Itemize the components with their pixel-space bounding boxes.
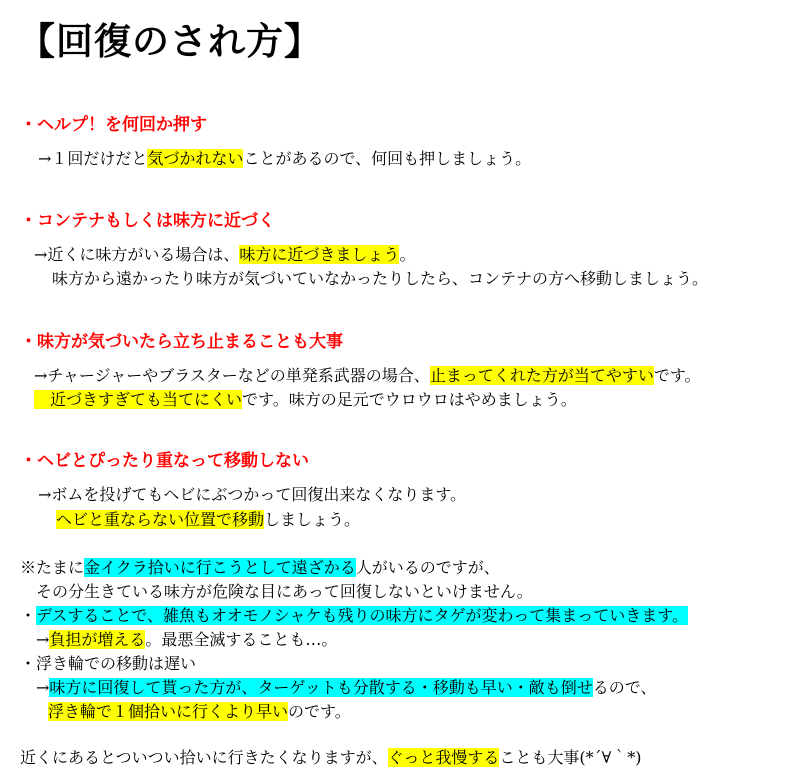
section-heading-help: ・ヘルプ！を何回か押す bbox=[20, 115, 207, 135]
text-segment: 人がいるのですが、 bbox=[355, 558, 500, 577]
text-segment: 。 bbox=[399, 245, 416, 264]
yellow-highlight: 味方に近づきましょう bbox=[239, 245, 400, 264]
text-segment: るので、 bbox=[592, 678, 657, 697]
yellow-highlight: 気づかれない bbox=[147, 149, 244, 168]
note-line-7 bbox=[48, 701, 351, 723]
yellow-highlight: 近づきすぎても当てにくい bbox=[34, 390, 243, 409]
text-segment: です。 bbox=[653, 366, 701, 385]
note-line-5: ・浮き輪での移動は遅い bbox=[20, 654, 197, 673]
note-line-1 bbox=[20, 557, 500, 579]
note-line-3 bbox=[20, 605, 688, 627]
text-segment: のです。 bbox=[288, 702, 351, 721]
text-segment: ことがあるので、何回も押しましょう。 bbox=[243, 149, 532, 168]
section-heading-approach: ・コンテナもしくは味方に近づく bbox=[20, 211, 275, 231]
text-segment: ことも大事(*´∀｀*) bbox=[499, 748, 642, 767]
text-segment: です。味方の足元でウロウロはやめましょう。 bbox=[242, 390, 577, 409]
note-line-4 bbox=[36, 629, 337, 651]
yellow-highlight: 止まってくれた方が当てやすい bbox=[429, 366, 654, 385]
text-segment: 近くにあるとついつい拾いに行きたくなりますが、 bbox=[20, 748, 388, 767]
yellow-highlight: ヘビと重ならない位置で移動 bbox=[56, 510, 265, 529]
text-segment: ・ bbox=[20, 606, 37, 625]
text-segment: 。最悪全滅することも…。 bbox=[145, 630, 338, 649]
note-line-6 bbox=[36, 677, 656, 699]
section-snake-line-1: →ボムを投げてもヘビにぶつかって回復出来なくなります。 bbox=[38, 485, 467, 504]
text-segment: →１回だけだと bbox=[38, 149, 148, 168]
page-title: 【回復のされ方】 bbox=[18, 20, 322, 63]
cyan-highlight: 味方に回復して貰った方が、ターゲットも分散する・移動も早い・敵も倒せ bbox=[49, 678, 593, 697]
text-segment: →チャージャーやブラスターなどの単発系武器の場合、 bbox=[34, 366, 430, 385]
text-segment: →近くに味方がいる場合は、 bbox=[34, 245, 240, 264]
yellow-highlight: 負担が増える bbox=[49, 630, 146, 649]
note-line-2: その分生きている味方が危険な目にあって回復しないといけません。 bbox=[36, 582, 533, 601]
section-approach-line-2: 味方から遠かったり味方が気づいていなかったりしたら、コンテナの方へ移動しましょう。 bbox=[52, 269, 709, 288]
cyan-highlight: デスすることで、雑魚もオオモノシャケも残りの味方にタゲが変わって集まっていきます。 bbox=[36, 606, 689, 625]
section-heading-snake: ・ヘビとぴったり重なって移動しない bbox=[20, 451, 309, 471]
text-segment: → bbox=[36, 678, 50, 697]
section-snake-line-2 bbox=[56, 509, 360, 531]
text-segment: しましょう。 bbox=[264, 510, 361, 529]
yellow-highlight: ぐっと我慢する bbox=[387, 748, 500, 767]
section-stop-line-1 bbox=[34, 365, 701, 387]
yellow-highlight: 浮き輪で１個拾いに行くより早い bbox=[48, 702, 289, 721]
text-segment: → bbox=[36, 630, 50, 649]
section-help-line-1 bbox=[38, 148, 531, 170]
footer-line bbox=[20, 747, 642, 769]
text-segment: ※たまに bbox=[20, 558, 85, 577]
section-stop-line-2 bbox=[34, 389, 577, 411]
section-approach-line-1 bbox=[34, 244, 415, 266]
section-heading-stop: ・味方が気づいたら立ち止まることも大事 bbox=[20, 332, 343, 352]
cyan-highlight: 金イクラ拾いに行こうとして遠ざかる bbox=[84, 558, 356, 577]
